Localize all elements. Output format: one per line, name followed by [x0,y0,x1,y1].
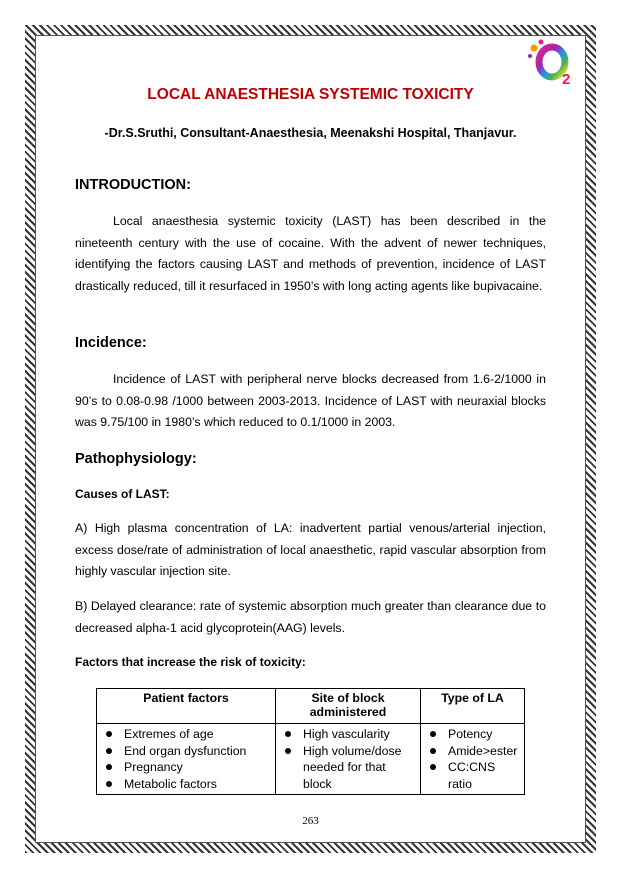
list-item: Amide>ester [425,743,520,760]
table-cell-patient-factors [97,724,276,795]
paragraph-cause-b: B) Delayed clearance: rate of systemic absorption much greater than clearance due to decreased alpha-1 acid glycoprotein(AAG) levels. [75,599,546,635]
list-item: CC:CNS ratio [425,759,520,792]
list-item: High vascularity [280,726,416,743]
table-header-cell: Type of LA [421,689,525,724]
table-cell-site-of-block [276,724,421,795]
heading-introduction: INTRODUCTION: [75,177,191,193]
list-item: End organ dysfunction [101,743,271,760]
table-cell-type-of-la [421,724,525,795]
heading-pathophysiology: Pathophysiology: [75,451,197,467]
list-item: Pregnancy [101,759,271,776]
heading-causes: Causes of LAST: [75,487,170,501]
paragraph-introduction: Local anaesthesia systemic toxicity (LAST) has been described in the nineteenth century with the use of cocaine. With the advent of newer techniques, identifying the factors causing LAST and methods of prevention, incidence of LAST drastically reduced, till it resurfaced in 1950’s with long acting agents like bupivacaine. [75,214,546,294]
table-header-cell: Site of block administered [276,689,421,724]
table-header-cell: Patient factors [97,689,276,724]
list-item: Potency [425,726,520,743]
heading-incidence: Incidence: [75,335,147,351]
paragraph-incidence: Incidence of LAST with peripheral nerve blocks decreased from 1.6-2/1000 in 90’s to 0.08-0.98 /1000 between 2003-2013. Incidence of LAST with neuraxial blocks was 9.75/100 in 1980’s which reduced to 0.1/1000 in 2003. [75,372,546,430]
table-header-row [97,689,525,724]
table-row [97,724,525,795]
author-line: -Dr.S.Sruthi, Consultant-Anaesthesia, Meenakshi Hospital, Thanjavur. [104,126,517,140]
list-item: High volume/dose needed for that block [280,743,416,793]
list-item: Extremes of age [101,726,271,743]
page-number: 263 [302,815,319,827]
logo-subscript: 2 [562,71,571,88]
page-title: LOCAL ANAESTHESIA SYSTEMIC TOXICITY [147,86,474,103]
heading-risk-factors: Factors that increase the risk of toxicity: [75,655,306,669]
risk-factors-table [96,688,525,795]
list-item: Metabolic factors [101,776,271,793]
paragraph-cause-a: A) High plasma concentration of LA: inadvertent partial venous/arterial injection, excess dose/rate of administration of local anaesthetic, rapid vascular absorption from highly vascular injection site. [75,521,546,579]
o2-logo-icon [526,36,576,88]
